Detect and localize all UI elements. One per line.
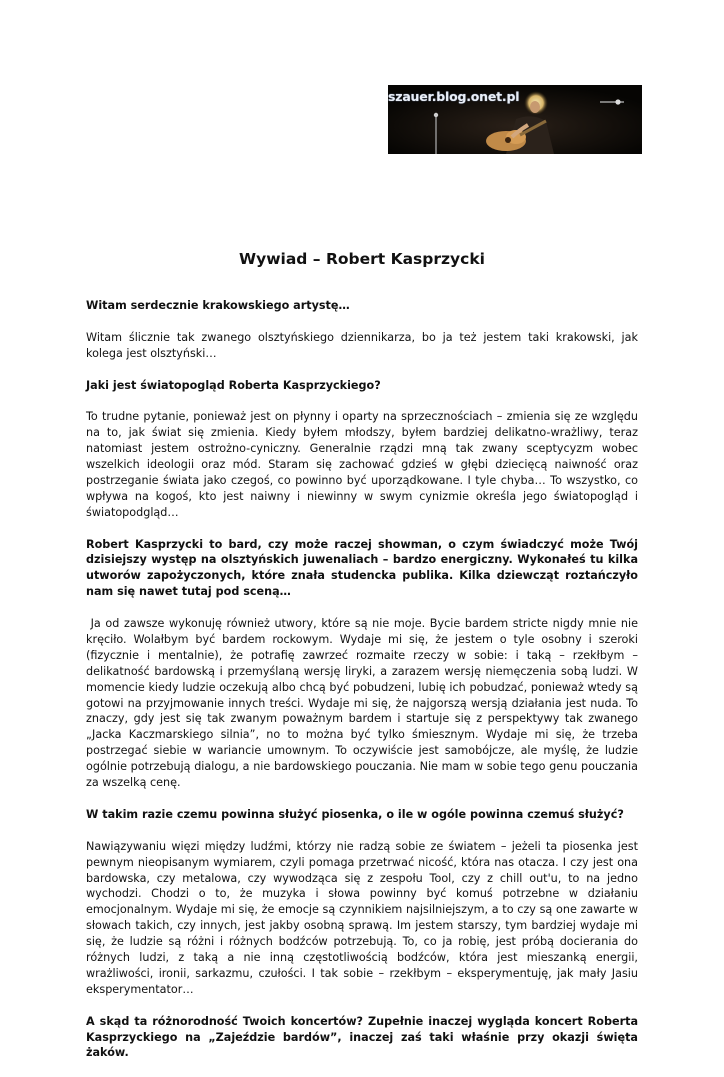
interview-question: A skąd ta różnorodność Twoich koncertów? Zupełnie inaczej wygląda koncert Roberta Kasprzyckiego na „Zajeździe bardów”, inaczej zaś taki właśnie przy okazji święta żaków. [86,1014,638,1060]
interview-question: Witam serdecznie krakowskiego artystę… [86,299,350,312]
interview-answer: Nawiązywaniu więzi między ludźmi, którzy nie radzą sobie ze światem – jeżeli ta piosenka jest pewnym nieopisanym wymiarem, czyli pomaga przetrwać nicość, która nas otacza. I czy jest ona bardowska, czy metalowa, czy wywodząca się z zespołu Tool, czy z chill out'u, to na jedno wychodzi. Chodzi o to, że muzyka i słowa powinny być komuś potrzebne w działaniu emocjonalnym. Wydaje mi się, że emocje są czynnikiem najsilniejszym, a to czy są one zawarte w słowach takich, czy innych, jest jakby osobną sprawą. Im jestem starszy, tym bardziej wydaje mi się, że ludzie są różni i różnych bodźców potrzebują. To, co ja robię, jest próbą docierania do różnych ludzi, z taką a nie inną częstotliwością bodźców, która jest mieszanką energii, wrażliwości, ironii, sarkazmu, czułości. I tak sobie – rzekłbym – eksperymentuję, jak mały Jasiu eksperymentator… [86,839,638,996]
page-title: Wywiad – Robert Kasprzycki [239,250,485,268]
interview-question: W takim razie czemu powinna służyć piosenka, o ile w ogóle powinna czemuś służyć? [86,807,624,821]
interview-body [86,298,642,1077]
interview-question: Robert Kasprzycki to bard, czy może raczej showman, o czym świadczyć może Twój dzisiejszy występ na olsztyńskich juwenaliach – bardzo energiczny. Wykonałeś tu kilka utworów zapożyczonych, które znała studencka publika. Kilka dziewcząt roztańczyło nam się nawet tutaj pod sceną… [86,537,638,599]
blog-url-text: szauer.blog.onet.pl [388,89,520,104]
interview-answer: Witam ślicznie tak zwanego olsztyńskiego dziennikarza, bo ja też jestem taki krakowski, jak kolega jest olsztyński… [86,330,638,360]
header-photo-banner [388,85,642,154]
interview-answer: To trudne pytanie, ponieważ jest on płynny i oparty na sprzecznościach – zmienia się ze względu na to, jak świat się zmienia. Kiedy byłem młodszy, byłem bardziej delikatno-wrażliwy, teraz natomiast jestem ostrożno-cyniczny. Generalnie rządzi mną tak zwany sceptycyzm wobec wszelkich ideologii oraz mód. Staram się zachować gdzieś w głębi dziecięcą naiwność oraz postrzeganie świata jako czegoś, co powinno być uporządkowane. I tyle chyba… To wszystko, co wpływa na kogoś, kto jest naiwny i niewinny w swym cynizmie określa jego światopogląd i światopodgląd… [86,410,638,519]
interview-question: Jaki jest światopogląd Roberta Kasprzyckiego? [86,378,381,392]
interview-answer: Ja od zawsze wykonuję również utwory, które są nie moje. Bycie bardem stricte nigdy mnie nie kręciło. Wolałbym być bardem rockowym. Wydaje mi się, że jestem o tyle osobny i szeroki (fizycznie i mentalnie), że potrafię zawrzeć rozmaite rzeczy w sobie: i taką – rzekłbym – delikatność bardowską i przemyślaną wersję liryki, a zarazem wersję niemęczenia sobą ludzi. W momencie kiedy ludzie oczekują albo chcą być pobudzeni, lubię ich pobudzać, ponieważ wtedy są gotowi na przyjmowanie innych treści. Wydaje mi się, że najgorszą wersją działania jest nuda. To znaczy, gdy jest się tak zwanym poważnym bardem i startuje się z perspektywy tak zwanego „Jacka Kaczmarskiego silnia”, no to można być tylko śmiesznym. Wydaje mi się, że trzeba postrzegać siebie w wariancie umownym. To oczywiście jest samobójcze, ale myślę, że ludzie ogólnie potrzebują dialogu, a nie bardowskiego pouczania. Nie mam w sobie tego genu pouczania za wszelką cenę. [86,617,642,790]
